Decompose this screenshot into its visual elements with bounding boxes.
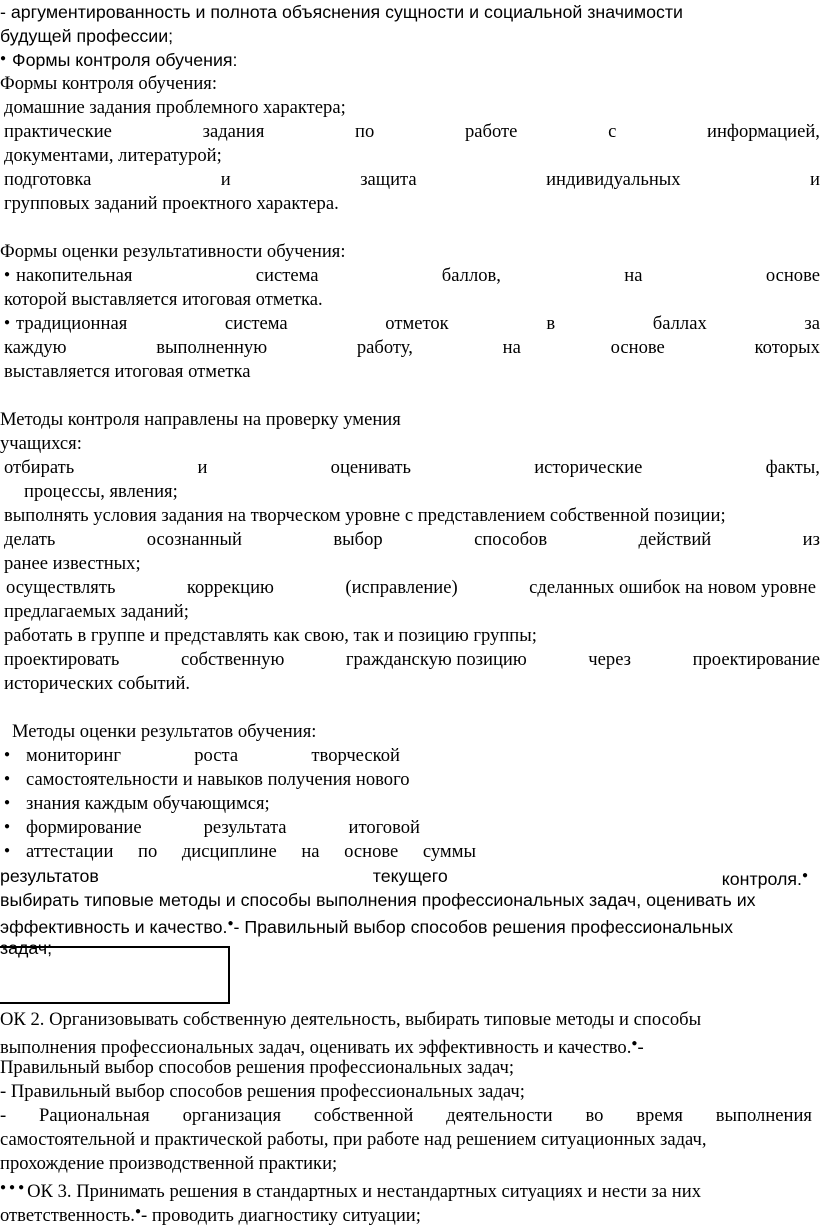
text-line: выполнять условия задания на творческом уровне с представлением собственной позиции;	[4, 505, 726, 526]
section-heading: Формы оценки результативности обучения:	[0, 241, 346, 262]
text-line: процессы, явления;	[24, 481, 178, 502]
bullet-item: ● традиционная система отметок в баллах за	[0, 312, 820, 336]
competency-heading: ●●●ОК 3. Принимать решения в стандартных и нестандартных ситуациях и нести за них	[0, 1181, 702, 1203]
text-line: задач;	[0, 938, 53, 958]
bullet-item: ● самостоятельности и навыков получения нового	[4, 769, 410, 790]
justified-line: каждую выполненную работу, на основе которых	[4, 337, 820, 358]
text-line: учащихся:	[0, 433, 82, 454]
justified-line: результатов текущего контроля.●	[0, 866, 808, 889]
justified-line: проектировать собственную гражданскую позицию через проектирование	[4, 649, 820, 670]
text-line: Формы контроля обучения:	[0, 73, 217, 94]
text-line: которой выставляется итоговая отметка.	[4, 289, 323, 310]
text-line: выставляется итоговая отметка	[4, 361, 251, 382]
text-line: ответственность.●- проводить диагностику ситуации;	[0, 1205, 421, 1227]
competency-heading: ОК 2. Организовывать собственную деятельность, выбирать типовые методы и способы	[0, 1009, 702, 1030]
justified-line: делать осознанный выбор способов действий из	[4, 529, 820, 550]
text-line: эффективность и качество.●- Правильный выбор способов решения профессиональных	[0, 916, 734, 937]
text-line: домашние задания проблемного характера;	[4, 97, 346, 118]
bullet-item: ● знания каждым обучающимся;	[4, 793, 270, 814]
text-line: исторических событий.	[4, 673, 191, 694]
justified-line: подготовка и защита индивидуальных и	[4, 169, 820, 190]
justified-line: отбирать и оценивать исторические факты,	[4, 457, 820, 478]
empty-table-cell	[0, 946, 230, 1004]
justified-line: осуществлять коррекцию (исправление) сделанных ошибок на новом уровне	[6, 577, 816, 598]
bullet-item: ● аттестации по дисциплине на основе суммы	[4, 841, 476, 862]
justified-line: - Рациональная организация собственной деятельности во время выполнения	[0, 1105, 812, 1126]
text-line: выбирать типовые методы и способы выполнения профессиональных задач, оценивать их	[0, 890, 756, 910]
text-line: прохождение производственной практики;	[0, 1153, 338, 1174]
bullet-item: ● формирование результата итоговой	[4, 817, 420, 838]
bullet-item: ● накопительная система баллов, на основе	[0, 264, 820, 288]
section-heading: Методы контроля направлены на проверку умения	[0, 409, 401, 430]
text-line: - аргументированность и полнота объяснения сущности и социальной значимости	[0, 2, 683, 22]
text-line: самостоятельной и практической работы, при работе над решением ситуационных задач,	[0, 1129, 707, 1150]
section-heading: Методы оценки результатов обучения:	[12, 721, 317, 742]
text-line: ранее известных;	[4, 553, 141, 574]
bullet-item: ● Формы контроля обучения:	[0, 48, 816, 72]
text-line: - Правильный выбор способов решения профессиональных задач;	[0, 1081, 525, 1102]
text-line: выполнения профессиональных задач, оценивать их эффективность и качество.●-	[0, 1037, 644, 1059]
text-line: Правильный выбор способов решения профессиональных задач;	[0, 1057, 515, 1078]
text-line: групповых заданий проектного характера.	[4, 193, 339, 214]
text-line: будущей профессии;	[0, 26, 174, 46]
text-line: документами, литературой;	[4, 145, 222, 166]
justified-line: практические задания по работе с информацией,	[4, 121, 820, 142]
text-line: работать в группе и представлять как свою, так и позицию группы;	[4, 625, 537, 646]
text-line: предлагаемых заданий;	[4, 601, 189, 622]
bullet-item: ● мониторинг роста творческой	[4, 745, 400, 766]
